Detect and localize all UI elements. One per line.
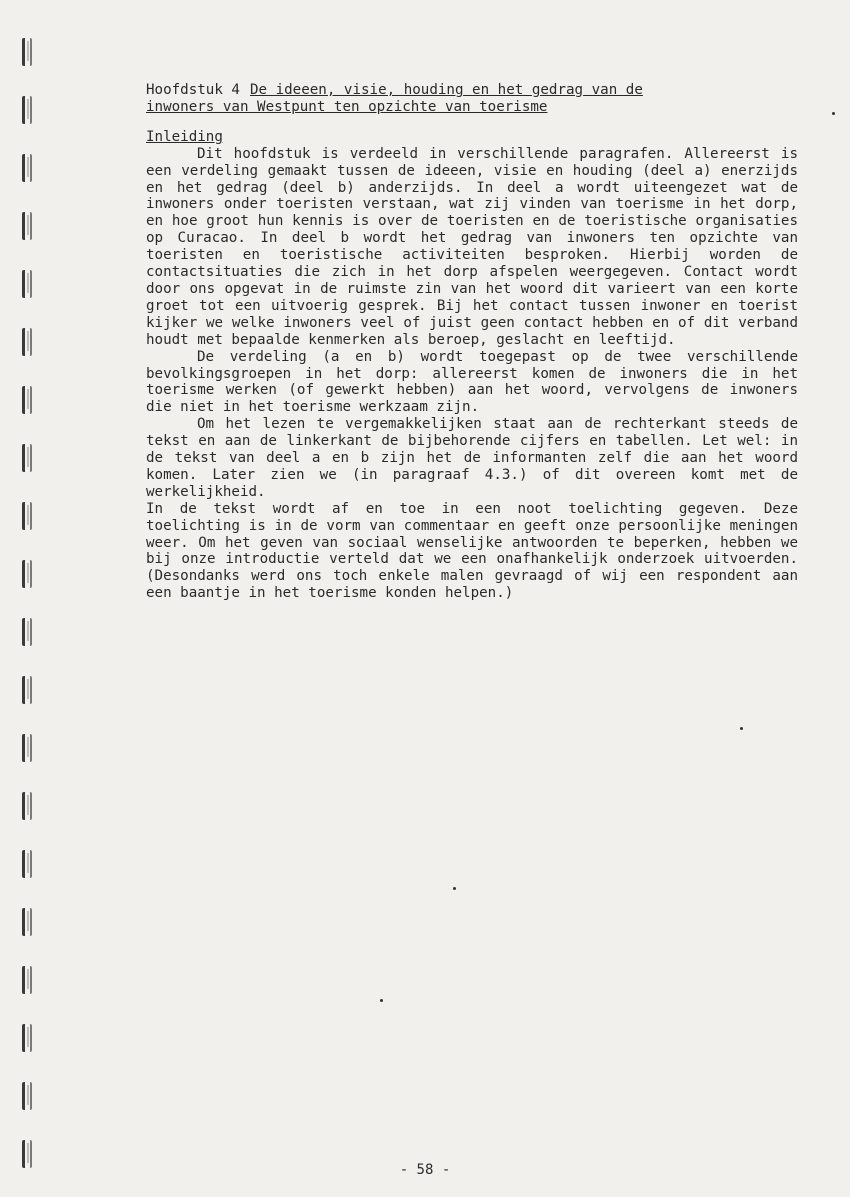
binding-ring: [22, 850, 32, 878]
speck: [453, 887, 456, 890]
binding-ring: [22, 502, 32, 530]
paragraph: Dit hoofdstuk is verdeeld in verschillende paragrafen. Allereerst is een verdeling gemaakt tussen de ideeen, visie en houding (deel a) enerzijds en het gedrag (deel b) anderzijds. In deel a wordt uiteengezet wat de inwoners onder toeristen verstaan, wat zij vinden van toerisme in het dorp, en hoe groot hun kennis is over de toeristen en de toeristische organisaties op Curacao. In deel b wordt het gedrag van inwoners ten opzichte van toeristen en toeristische activiteiten besproken. Hierbij worden de contactsituaties die zich in het dorp afspelen weergegeven. Contact wordt door ons opgevat in de ruimste zin van het woord dit varieert van een korte groet tot een uitvoerig gesprek. Bij het contact tussen inwoner en toerist kijker we welke inwoners veel of juist geen contact hebben en of dit verband houdt met bepaalde kenmerken als beroep, geslacht en leeftijd.: [146, 145, 798, 348]
binding-ring: [22, 966, 32, 994]
binding-ring: [22, 560, 32, 588]
note-paragraph: In de tekst wordt af en toe in een noot toelichting gegeven. Deze toelichting is in de vorm van commentaar en geeft onze persoonlijke meningen weer. Om het geven van sociaal wenselijke antwoorden te beperken, hebben we bij onze introductie verteld dat we een onafhankelijk onderzoek uitvoerden. (Desondanks werd ons toch enkele malen gevraagd of wij een respondent aan een baantje in het toerisme konden helpen.): [146, 500, 798, 602]
speck: [740, 727, 743, 730]
speck: [380, 999, 383, 1002]
binding-ring: [22, 386, 32, 414]
main-text: [146, 82, 798, 602]
spiral-binding: [18, 30, 42, 1170]
chapter-title-line1: De ideeen, visie, houding en het gedrag van de: [249, 82, 643, 98]
binding-ring: [22, 618, 32, 646]
binding-ring: [22, 1082, 32, 1110]
binding-ring: [22, 792, 32, 820]
chapter-number: Hoofdstuk 4: [146, 82, 240, 98]
binding-ring: [22, 270, 32, 298]
section-title: Inleiding: [146, 128, 223, 145]
binding-ring: [22, 212, 32, 240]
binding-ring: [22, 1024, 32, 1052]
page-number: - 58 -: [399, 1162, 451, 1178]
chapter-heading: [146, 82, 798, 99]
binding-ring: [22, 444, 32, 472]
binding-ring: [22, 328, 32, 356]
chapter-title-line2: inwoners van Westpunt ten opzichte van toerisme: [146, 98, 548, 115]
binding-ring: [22, 908, 32, 936]
paragraph: De verdeling (a en b) wordt toegepast op de twee verschillende bevolkingsgroepen in het dorp: allereerst komen de inwoners die in het toerisme werken (of gewerkt hebben) aan het woord, vervolgens de inwoners die niet in het toerisme werkzaam zijn.: [146, 348, 798, 416]
binding-ring: [22, 676, 32, 704]
speck: [832, 112, 835, 115]
binding-ring: [22, 38, 32, 66]
binding-ring: [22, 734, 32, 762]
binding-ring: [22, 96, 32, 124]
paragraph: Om het lezen te vergemakkelijken staat aan de rechterkant steeds de tekst en aan de linkerkant de bijbehorende cijfers en tabellen. Let wel: in de tekst van deel a en b zijn het de informanten zelf die aan het woord komen. Later zien we (in paragraaf 4.3.) of dit overeen komt met de werkelijkheid.: [146, 416, 798, 500]
binding-ring: [22, 154, 32, 182]
